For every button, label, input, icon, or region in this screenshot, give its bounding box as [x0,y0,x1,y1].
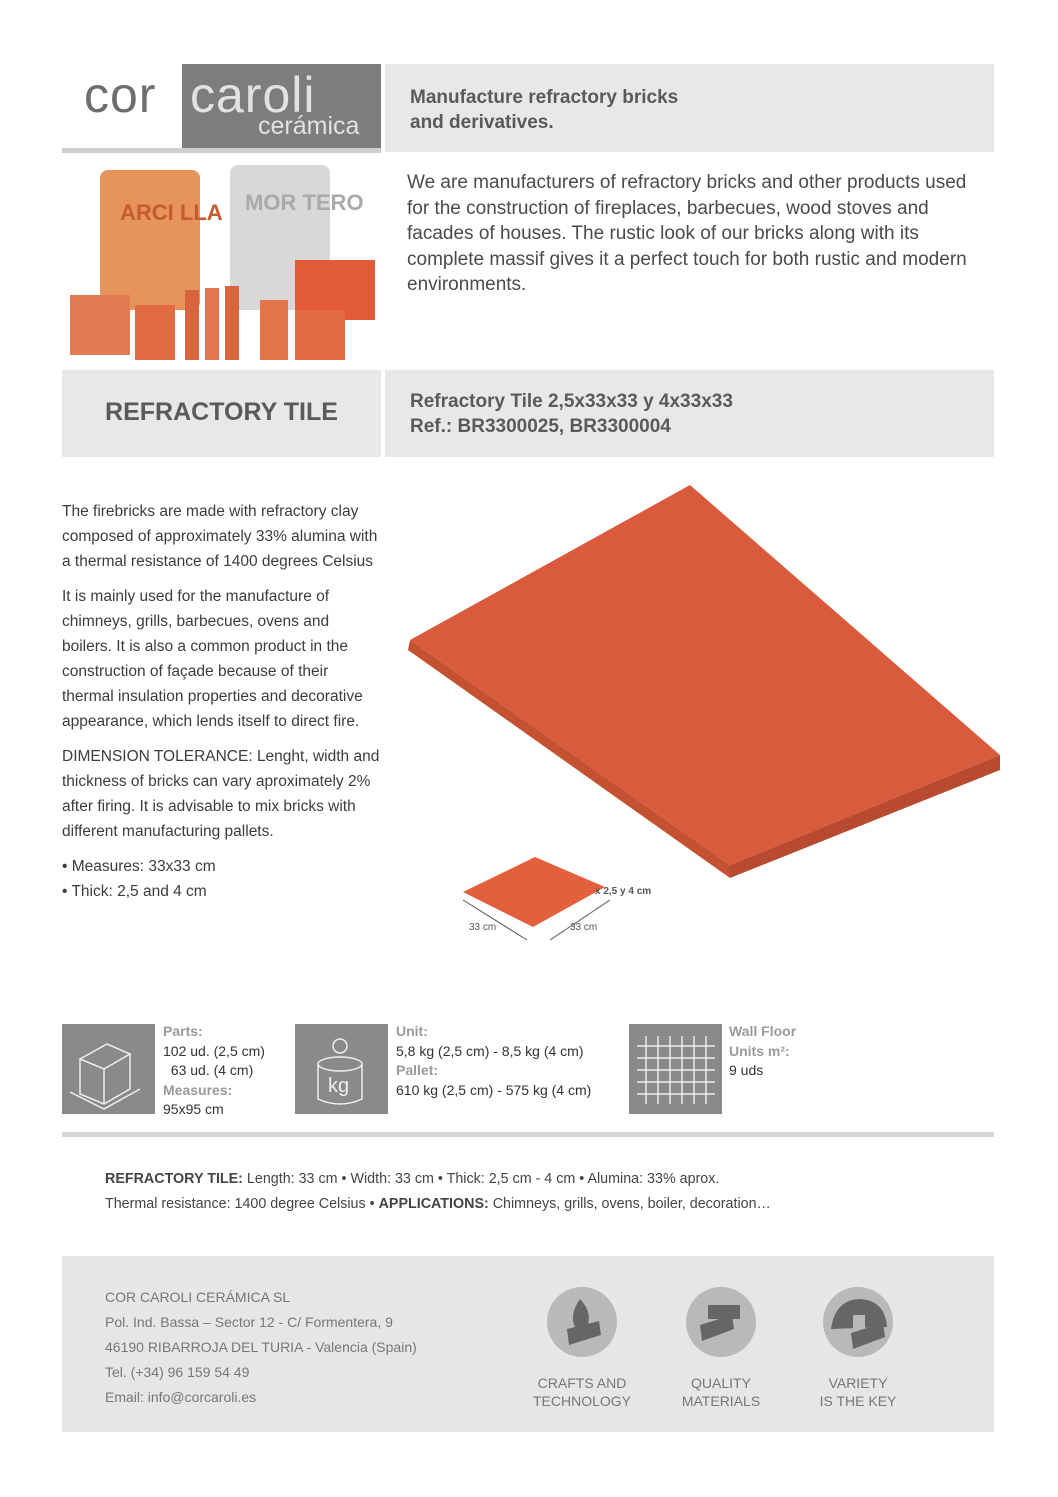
measures-label: Measures: [163,1081,233,1098]
weight-icon [295,1024,388,1114]
desc-p3: DIMENSION TOLERANCE: Lenght, width and thickness of bricks can vary aproximately 2% after firing. It is advisable to mix bricks with different manufacturing pallets. [62,748,380,840]
company-address [105,1285,417,1410]
diagram-thickness: x 2,5 y 4 cm [595,886,652,897]
units-value: 9 uds [729,1062,764,1078]
tagline-line1: Manufacture refractory bricks [410,87,679,108]
weight-info [396,1022,591,1100]
email: Email: info@corcaroli.es [105,1389,257,1405]
feature-label: IS THE KEY [819,1393,897,1409]
kg-label: kg [328,1075,350,1097]
company-name: COR CAROLI CERÁMICA SL [105,1289,291,1305]
product-ref-codes: Ref.: BR3300025, BR3300004 [410,416,671,437]
logo-ceramica: cerámica [258,112,360,140]
applications-label: APPLICATIONS: [378,1196,489,1212]
feature-variety [788,1287,928,1410]
specs-line1: Length: 33 cm • Width: 33 cm • Thick: 2,5 cm - 4 cm • Alumina: 33% aprox. [242,1171,720,1187]
unit-value: 5,8 kg (2,5 cm) - 8,5 kg (4 cm) [396,1042,584,1059]
product-ref [410,389,733,439]
product-name: Refractory Tile 2,5x33x33 y 4x33x33 [410,391,733,412]
logo-cor: cor [84,67,157,123]
diagram-width: 33 cm [469,922,497,933]
units-label: Units m²: [729,1042,790,1059]
applications-value: Chimneys, grills, ovens, boiler, decoration… [488,1196,771,1212]
desc-measures: • Measures: 33x33 cm [62,858,216,875]
desc-p1: The firebricks are made with refractory clay composed of approximately 33% alumina with a thermal resistance of 1400 degrees Celsius [62,503,378,570]
wall-floor-label: Wall Floor [729,1023,797,1039]
logo-caroli: caroli [190,67,316,123]
logo-underline [62,148,381,153]
flame-brick-icon [547,1287,617,1357]
feature-label: MATERIALS [681,1393,761,1409]
unit-label: Unit: [396,1023,428,1039]
grid-icon [629,1024,722,1114]
feature-label: TECHNOLOGY [532,1393,631,1409]
header-tagline [410,85,678,135]
tile-photo [400,465,1010,880]
feature-label: QUALITY [691,1375,751,1391]
pallet-info [163,1022,265,1120]
specs [105,1167,771,1217]
address-street: Pol. Ind. Bassa – Sector 12 - C/ Formentera, 9 [105,1314,393,1330]
phone: Tel. (+34) 96 159 54 49 [105,1364,250,1380]
description [62,499,382,904]
parts-25: 102 ud. (2,5 cm) [163,1042,265,1059]
product-photo [65,160,381,365]
measures-value: 95x95 cm [163,1101,224,1117]
address-city: 46190 RIBARROJA DEL TURIA - Valencia (Spain) [105,1339,417,1355]
product-title: REFRACTORY TILE [105,398,338,426]
specs-line2: Thermal resistance: 1400 degree Celsius • [105,1196,379,1212]
parts-4: 63 ud. (4 cm) [170,1062,254,1078]
specs-title: REFRACTORY TILE: [105,1171,243,1187]
diagram-length: 33 cm [570,922,598,933]
coverage-info [729,1022,796,1081]
bag-label-arcilla: ARCI LLA [120,200,223,225]
pallet-value: 610 kg (2,5 cm) - 575 kg (4 cm) [396,1081,592,1098]
pallet-icon [62,1024,155,1114]
feature-quality [651,1287,791,1410]
desc-p2: It is mainly used for the manufacture of chimneys, grills, barbecues, ovens and boilers. It is also a common product in the construction of façade because of their thermal insulation properties and decorative appearance, which lends itself to direct fire. [62,588,363,730]
desc-thick: • Thick: 2,5 and 4 cm [62,883,207,900]
feature-label: VARIETY [828,1375,888,1391]
oven-icon [823,1287,893,1357]
pallet-label: Pallet: [396,1062,439,1078]
tile-diagram [455,852,655,947]
divider [62,1132,994,1137]
feature-crafts [512,1287,652,1410]
bag-label-mortero: MOR TERO [245,190,364,215]
bricks-icon [686,1287,756,1357]
feature-label: CRAFTS AND [537,1375,627,1391]
intro-text: We are manufacturers of refractory bricks and other products used for the construction of fireplaces, barbecues, wood stoves and facades of houses. The rustic look of our bricks along with its complete massif gives it a perfect touch for both rustic and modern environments. [407,172,967,295]
parts-label: Parts: [163,1023,203,1039]
tagline-line2: and derivatives. [410,112,554,133]
